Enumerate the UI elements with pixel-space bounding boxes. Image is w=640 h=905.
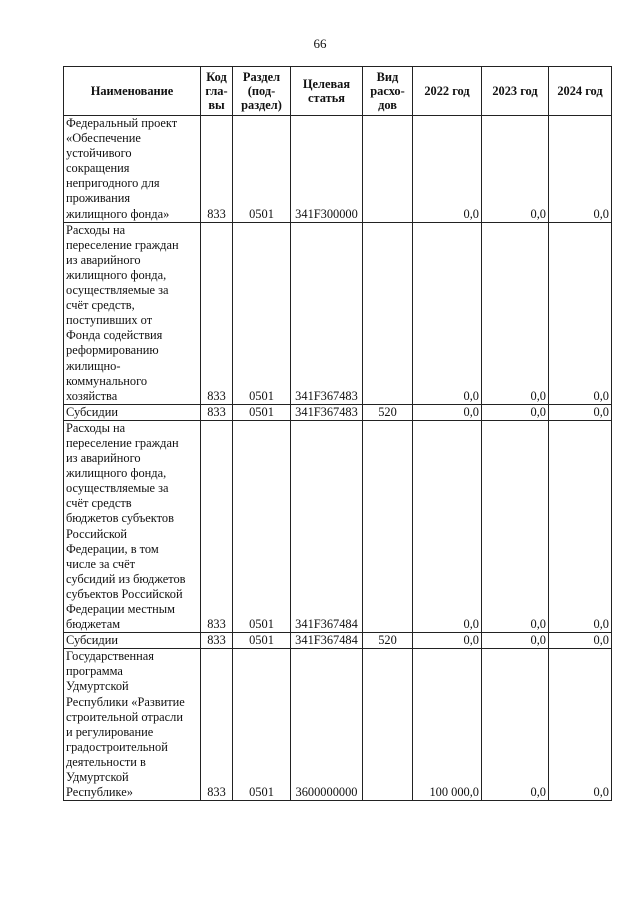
row-amount-2024: 0,0 — [549, 404, 612, 420]
header-expense-type: Вид расхо- дов — [363, 67, 413, 116]
row-target-article: 341F367484 — [291, 420, 363, 632]
table-row — [64, 404, 612, 420]
row-amount-2022: 0,0 — [413, 633, 482, 649]
row-amount-2022: 0,0 — [413, 404, 482, 420]
row-section: 0501 — [233, 116, 291, 223]
page-number: 66 — [313, 36, 327, 51]
row-amount-2023: 0,0 — [482, 633, 549, 649]
table-row — [64, 420, 612, 632]
row-name: Расходы на переселение граждан из аварийного жилищного фонда, осуществляемые за счёт средств, поступивших от Фонда содействия реформированию жилищно- коммунального хозяйства — [64, 222, 201, 404]
row-name: Расходы на переселение граждан из аварийного жилищного фонда, осуществляемые за счёт средств бюджетов субъектов Российской Федерации, в том числе за счёт субсидий из бюджетов субъектов Российской Федерации местным бюджетам — [64, 420, 201, 632]
table-row — [64, 633, 612, 649]
row-amount-2024: 0,0 — [549, 649, 612, 801]
header-section: Раздел (под- раздел) — [233, 67, 291, 116]
row-name: Государственная программа Удмуртской Республики «Развитие строительной отрасли и регулирование градостроительной деятельности в Удмуртской Республике» — [64, 649, 201, 801]
row-target-article: 341F300000 — [291, 116, 363, 223]
row-amount-2023: 0,0 — [482, 404, 549, 420]
header-year-2023: 2023 год — [482, 67, 549, 116]
row-amount-2022: 100 000,0 — [413, 649, 482, 801]
row-name: Субсидии — [64, 404, 201, 420]
row-expense-type: 520 — [363, 633, 413, 649]
row-expense-type — [363, 420, 413, 632]
row-chapter-code: 833 — [201, 649, 233, 801]
header-year-2024: 2024 год — [549, 67, 612, 116]
row-chapter-code: 833 — [201, 116, 233, 223]
row-chapter-code: 833 — [201, 420, 233, 632]
row-chapter-code: 833 — [201, 404, 233, 420]
row-amount-2023: 0,0 — [482, 420, 549, 632]
row-target-article: 3600000000 — [291, 649, 363, 801]
row-target-article: 341F367483 — [291, 404, 363, 420]
row-expense-type: 520 — [363, 404, 413, 420]
table-header-row — [64, 67, 612, 116]
header-name: Наименование — [64, 67, 201, 116]
row-amount-2024: 0,0 — [549, 633, 612, 649]
row-amount-2023: 0,0 — [482, 222, 549, 404]
row-amount-2022: 0,0 — [413, 222, 482, 404]
row-section: 0501 — [233, 222, 291, 404]
row-amount-2024: 0,0 — [549, 116, 612, 223]
row-amount-2024: 0,0 — [549, 222, 612, 404]
budget-table — [63, 66, 612, 801]
row-section: 0501 — [233, 420, 291, 632]
row-section: 0501 — [233, 633, 291, 649]
row-expense-type — [363, 222, 413, 404]
row-section: 0501 — [233, 404, 291, 420]
row-amount-2023: 0,0 — [482, 649, 549, 801]
header-target-article: Целевая статья — [291, 67, 363, 116]
table-row — [64, 116, 612, 223]
row-target-article: 341F367484 — [291, 633, 363, 649]
row-target-article: 341F367483 — [291, 222, 363, 404]
row-amount-2022: 0,0 — [413, 116, 482, 223]
row-chapter-code: 833 — [201, 633, 233, 649]
row-section: 0501 — [233, 649, 291, 801]
table-row — [64, 649, 612, 801]
row-expense-type — [363, 649, 413, 801]
row-chapter-code: 833 — [201, 222, 233, 404]
row-name: Федеральный проект «Обеспечение устойчивого сокращения непригодного для проживания жилищного фонда» — [64, 116, 201, 223]
header-chapter-code: Код гла- вы — [201, 67, 233, 116]
row-expense-type — [363, 116, 413, 223]
row-amount-2024: 0,0 — [549, 420, 612, 632]
header-year-2022: 2022 год — [413, 67, 482, 116]
table-row — [64, 222, 612, 404]
row-amount-2023: 0,0 — [482, 116, 549, 223]
row-amount-2022: 0,0 — [413, 420, 482, 632]
row-name: Субсидии — [64, 633, 201, 649]
